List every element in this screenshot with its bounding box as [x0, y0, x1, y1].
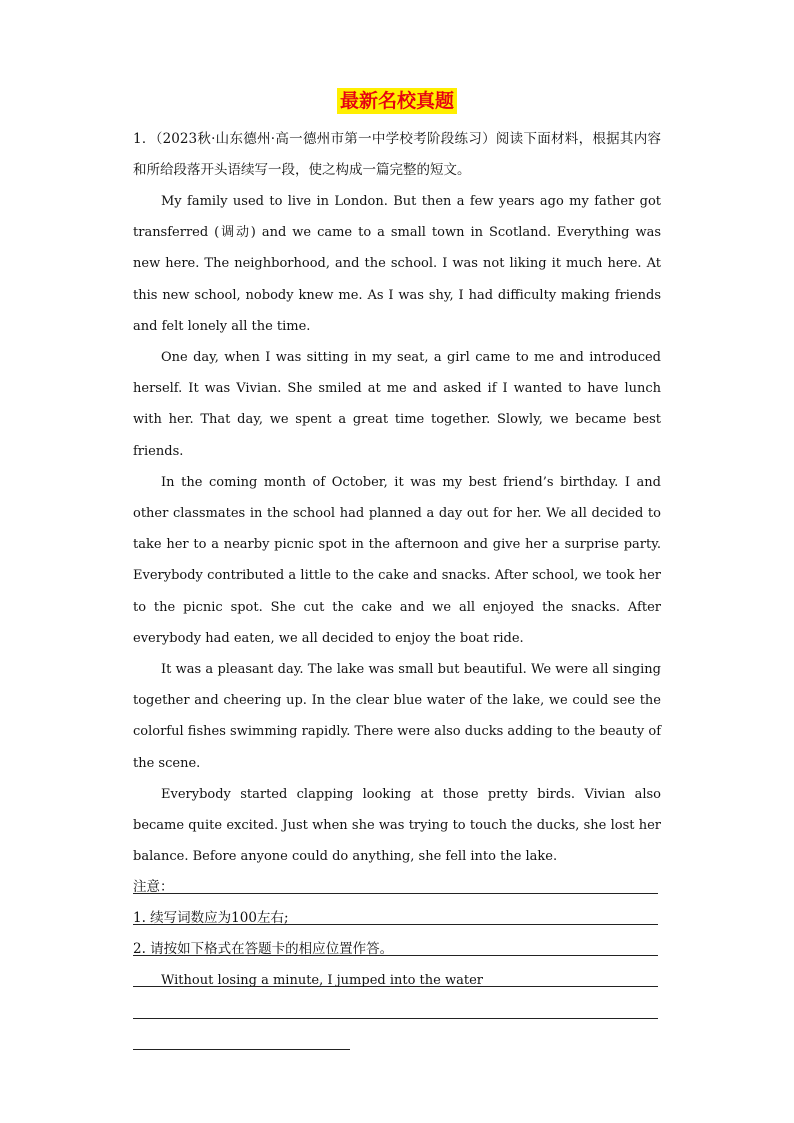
question-content [133, 124, 661, 996]
passage-paragraph-2: One day, when I was sitting in my seat, a girl came to me and introduced herself. It was Vivian. She smiled at me and asked if I wanted to have lunch with her. That day, we spent a great time together. Slowly, we became best friends. [133, 350, 661, 459]
answer-line-short[interactable] [133, 1049, 350, 1050]
answer-line[interactable] [133, 924, 658, 925]
answer-line[interactable] [133, 955, 658, 956]
note-item-2: 2. 请按如下格式在答题卡的相应位置作答。 [133, 941, 394, 958]
continuation-prompt: Without losing a minute, I jumped into the water [161, 973, 483, 989]
passage-paragraph-3: In the coming month of October, it was my best friend’s birthday. I and other classmates in the school had planned a day out for her. We all decided to take her to a nearby picnic spot in the afternoon and give her a surprise party. Everybody contributed a little to the cake and snacks. After school, we took her to the picnic spot. She cut the cake and we all enjoyed the snacks. After everybody had eaten, we all decided to enjoy the boat ride. [133, 474, 661, 646]
page-title: 最新名校真题 [337, 88, 457, 114]
note-item-1: 1. 续写词数应为100左右; [133, 910, 289, 927]
passage-paragraph-5: Everybody started clapping looking at those pretty birds. Vivian also became quite excited. Just when she was trying to touch the ducks, she lost her balance. Before anyone could do anything, she fell into the lake. [133, 786, 661, 865]
passage-paragraph-1: My family used to live in London. But then a few years ago my father got transferred (调动) and we came to a small town in Scotland. Everything was new here. The neighborhood, and the school. I was not liking it much here. At this new school, nobody knew me. As I was shy, I had difficulty making friends and felt lonely all the time. [133, 194, 661, 334]
title-container [0, 88, 794, 114]
answer-line[interactable] [133, 1018, 658, 1019]
question-intro: 1．（2023秋·山东德州·高一德州市第一中学校考阶段练习）阅读下面材料，根据其内容和所给段落开头语续写一段，使之构成一篇完整的短文。 [133, 131, 661, 178]
answer-line[interactable] [133, 893, 658, 894]
answer-line[interactable] [133, 986, 658, 987]
passage-paragraph-4: It was a pleasant day. The lake was small but beautiful. We were all singing together and cheering up. In the clear blue water of the lake, we could see the colorful fishes swimming rapidly. There were also ducks adding to the beauty of the scene. [133, 662, 661, 771]
note-heading: 注意： [133, 879, 174, 896]
